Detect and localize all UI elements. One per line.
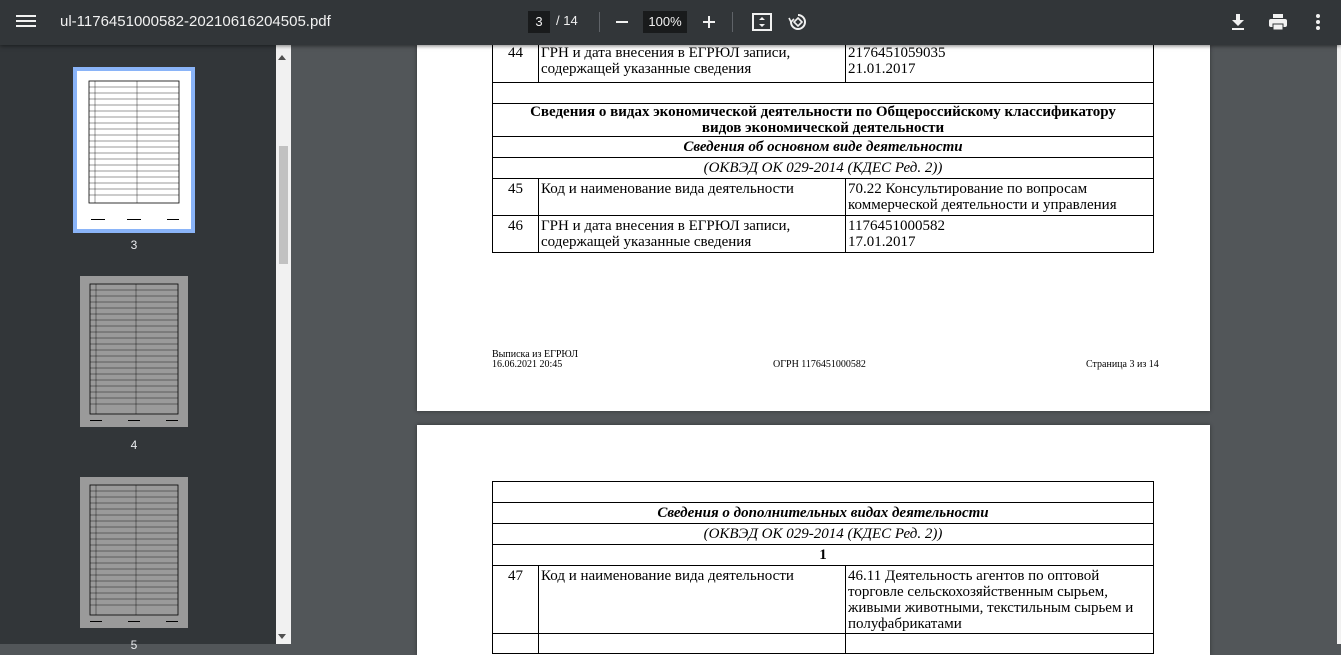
table-row (493, 45, 1154, 82)
table-row (493, 215, 1154, 252)
pdf-page-4 (417, 425, 1210, 655)
table-row (493, 136, 1154, 157)
thumbnail-label: 3 (130, 238, 138, 252)
date-value: 17.01.2017 (848, 233, 916, 250)
scroll-down-icon[interactable] (278, 634, 286, 639)
pdf-page-3 (417, 45, 1210, 411)
row-number: 44 (493, 45, 539, 82)
document-title: ul-1176451000582-20210616204505.pdf (60, 13, 331, 30)
okved-label: (ОКВЭД ОК 029-2014 (КДЕС Ред. 2)) (493, 524, 1154, 545)
subsection-title: Сведения об основном виде деятельности (493, 136, 1154, 157)
table-row (493, 178, 1154, 215)
row-number: 47 (493, 566, 539, 634)
section-title (493, 103, 1154, 136)
zoom-out-icon[interactable] (610, 10, 634, 34)
footer-ogrn: ОГРН 1176451000582 (773, 359, 866, 370)
pdf-toolbar (0, 0, 1341, 45)
table-row (493, 566, 1154, 634)
row-label: ГРН и дата внесения в ЕГРЮЛ записи, содержащей указанные сведения (539, 45, 846, 82)
row-value: 70.22 Консультирование по вопросам коммерческой деятельности и управления (846, 178, 1154, 215)
row-label: ГРН и дата внесения в ЕГРЮЛ записи, содержащей указанные сведения (539, 215, 846, 252)
footer-datetime: 16.06.2021 20:45 (492, 359, 563, 370)
more-icon[interactable] (1306, 10, 1330, 34)
sidebar-scrollbar[interactable] (276, 45, 291, 644)
page-count: / 14 (556, 13, 578, 28)
table-row (493, 482, 1154, 503)
subsection-title: Сведения о дополнительных видах деятельности (493, 503, 1154, 524)
table-row (493, 524, 1154, 545)
zoom-in-icon[interactable] (697, 10, 721, 34)
main-scrollbar[interactable] (1337, 45, 1341, 644)
zoom-input[interactable]: 100% (643, 11, 687, 33)
group-number: 1 (493, 545, 1154, 566)
rotate-icon[interactable] (786, 10, 810, 34)
fit-page-icon[interactable] (750, 10, 774, 34)
row-label: Код и наименование вида деятельности (539, 566, 846, 634)
date-value: 21.01.2017 (848, 61, 916, 77)
okved-label: (ОКВЭД ОК 029-2014 (КДЕС Ред. 2)) (493, 157, 1154, 178)
scroll-up-icon[interactable] (278, 55, 286, 60)
thumbnail-page-4[interactable] (80, 276, 188, 427)
row-value (846, 45, 1154, 82)
row-value: 46.11 Деятельность агентов по оптовой торговле сельскохозяйственным сырьем, живыми животными, текстильным сырьем и полуфабрикатами (846, 566, 1154, 634)
table-row (493, 503, 1154, 524)
footer-source: Выписка из ЕГРЮЛ (492, 349, 578, 360)
menu-icon[interactable] (16, 12, 36, 32)
egrul-table-page-4 (492, 481, 1154, 654)
print-icon[interactable] (1266, 10, 1290, 34)
empty-row (493, 482, 1154, 503)
table-row (493, 103, 1154, 136)
table-row (493, 82, 1154, 103)
download-icon[interactable] (1226, 10, 1250, 34)
empty-row (493, 82, 1154, 103)
toolbar-divider (732, 12, 733, 32)
thumbnail-page-3[interactable] (77, 71, 191, 229)
section-title-line: Сведения о видах экономической деятельности по Общероссийскому классификатору (530, 103, 1116, 120)
thumbnail-page-5[interactable] (80, 477, 188, 628)
page-number-input[interactable]: 3 (528, 11, 550, 33)
thumbnail-label: 5 (130, 638, 138, 652)
row-number: 45 (493, 178, 539, 215)
thumbnail-label: 4 (130, 438, 138, 452)
grn-value: 1176451000582 (848, 217, 945, 234)
page-footer-left (492, 350, 578, 370)
sidebar-scrollbar-thumb[interactable] (279, 146, 288, 264)
grn-value: 2176451059035 (848, 45, 946, 61)
table-row (493, 545, 1154, 566)
row-value (846, 215, 1154, 252)
row-label: Код и наименование вида деятельности (539, 178, 846, 215)
table-row (493, 157, 1154, 178)
footer-page-number: Страница 3 из 14 (1086, 359, 1159, 370)
egrul-table-page-3 (492, 45, 1154, 253)
section-title-line: видов экономической деятельности (701, 119, 945, 136)
toolbar-divider (599, 12, 600, 32)
row-number: 46 (493, 215, 539, 252)
